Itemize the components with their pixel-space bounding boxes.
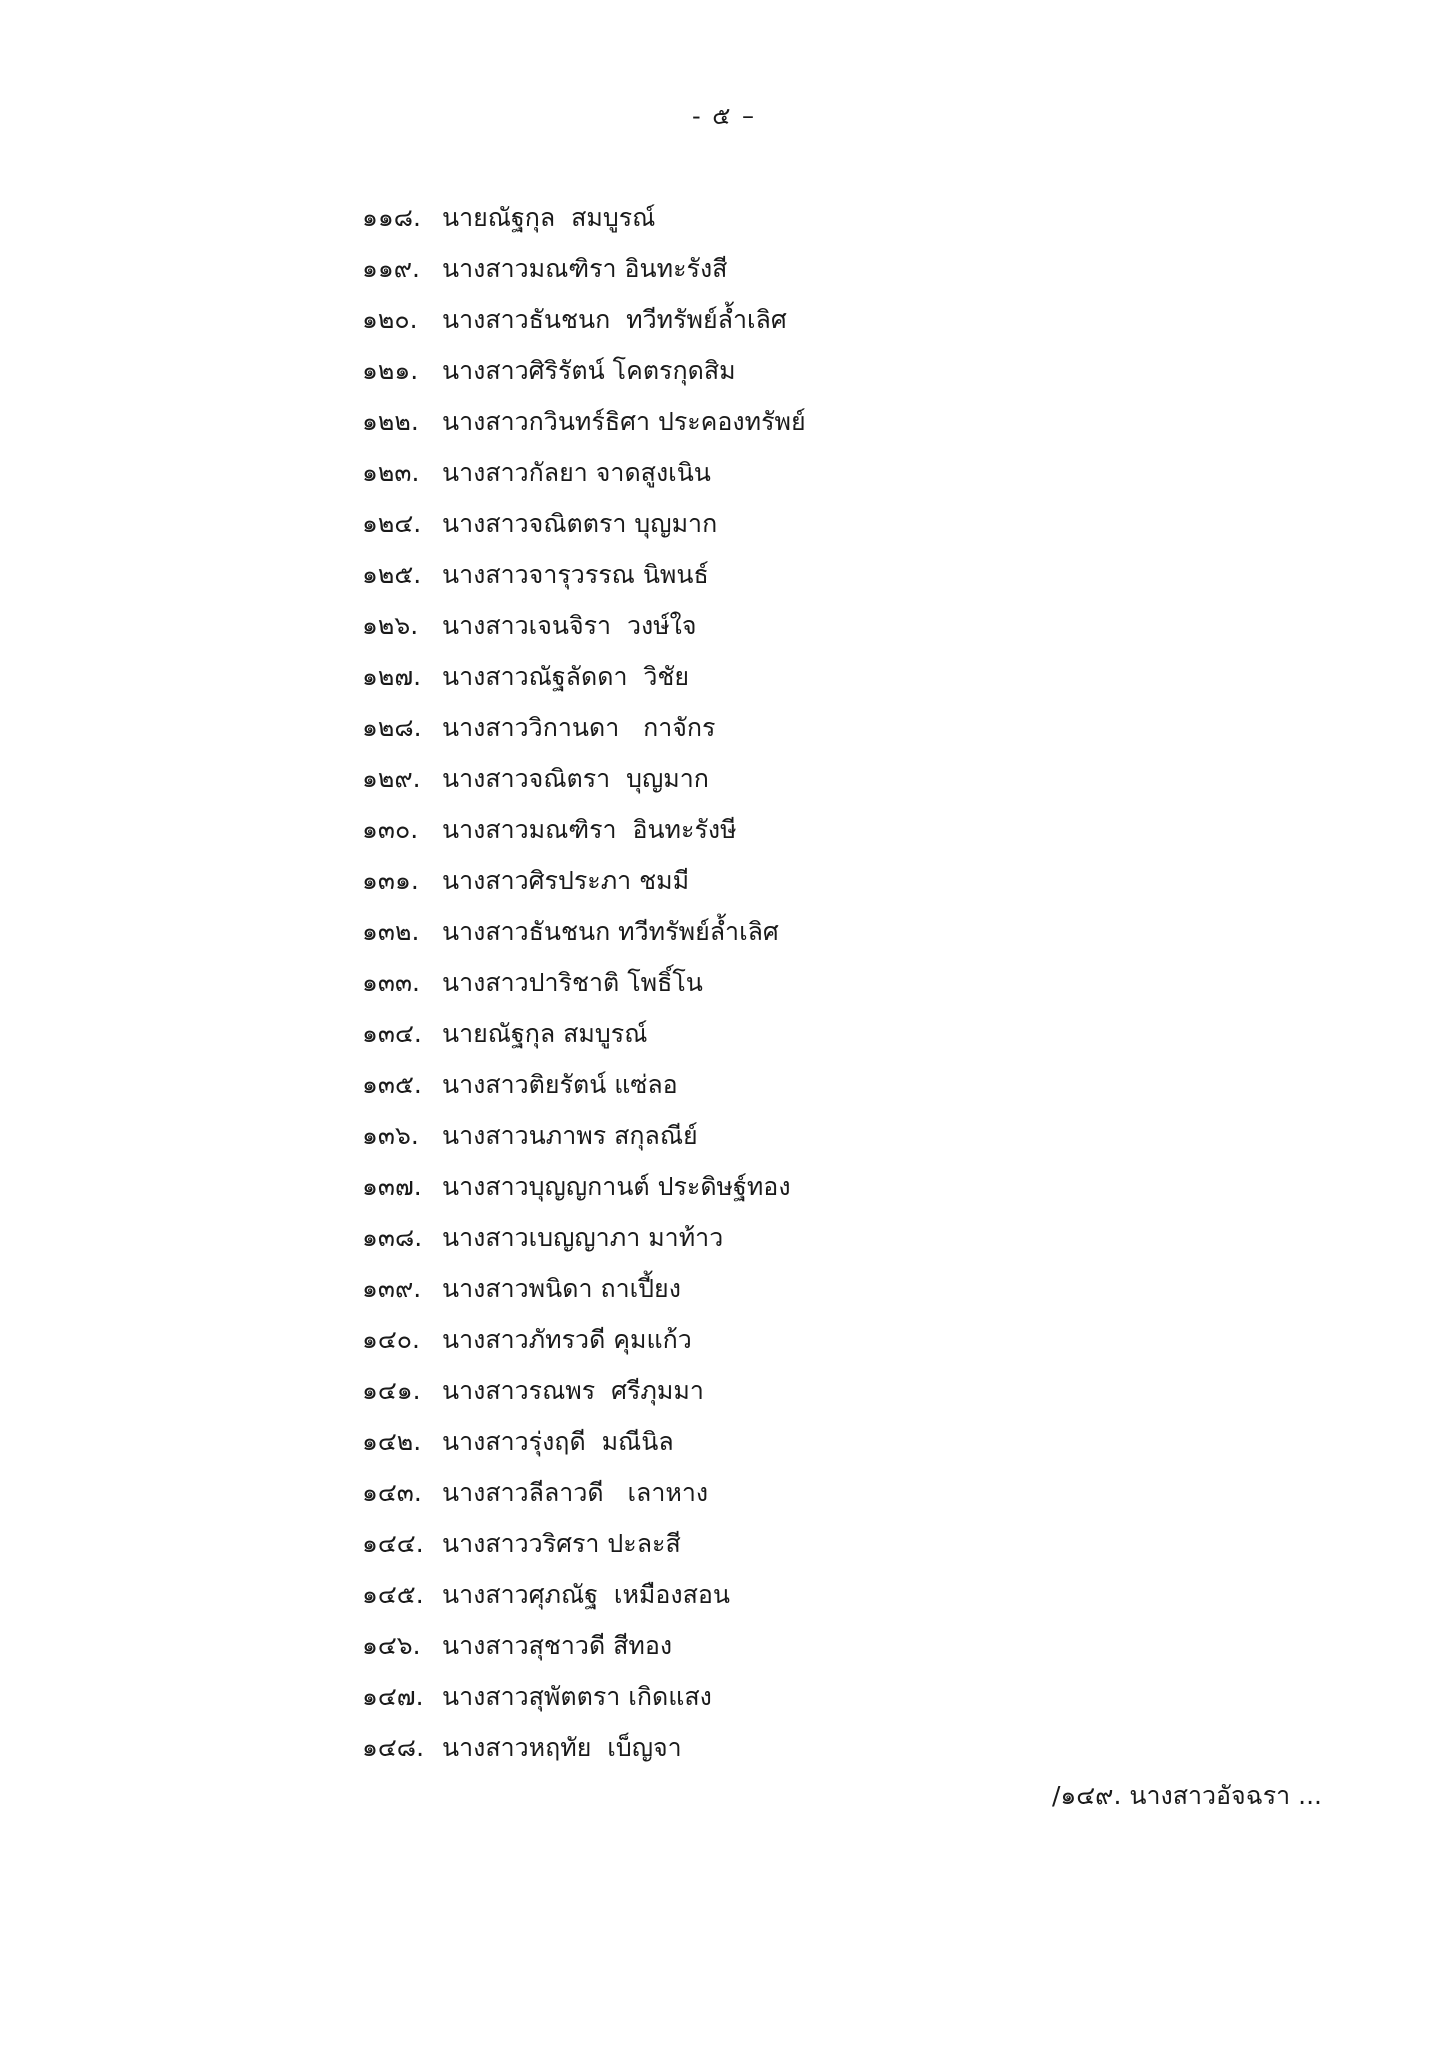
list-item xyxy=(362,1263,806,1314)
item-name: นางสาวลีลาวดี เลาหาง xyxy=(442,1477,709,1507)
item-name: นางสาวหฤทัย เบ็ญจา xyxy=(442,1732,682,1762)
item-number: ๑๒๔. xyxy=(362,508,422,538)
list-item xyxy=(362,294,806,345)
item-name: นางสาววิกานดา กาจักร xyxy=(442,712,716,742)
continuation-note: /๑๔๙. นางสาวอัจฉรา ... xyxy=(1051,1781,1322,1810)
item-name: นางสาวกัลยา จาดสูงเนิน xyxy=(442,457,711,487)
list-item xyxy=(362,651,806,702)
list-item xyxy=(362,702,806,753)
list-item xyxy=(362,1161,806,1212)
item-name: นางสาวศิริรัตน์ โคตรกุดสิม xyxy=(442,355,736,385)
item-name: นางสาวภัทรวดี คุมแก้ว xyxy=(442,1324,692,1354)
list-item xyxy=(362,600,806,651)
item-number: ๑๓๙. xyxy=(362,1273,422,1303)
item-number: ๑๓๓. xyxy=(362,967,420,997)
list-item xyxy=(362,1722,806,1773)
item-number: ๑๒๙. xyxy=(362,763,421,793)
name-list xyxy=(362,192,806,1773)
list-item xyxy=(362,753,806,804)
item-name: นางสาวนภาพร สกุลณีย์ xyxy=(442,1120,698,1150)
item-name: นางสาวมณฑิรา อินทะรังษี xyxy=(442,814,737,844)
list-item xyxy=(362,243,806,294)
item-name: นางสาวเจนจิรา วงษ์ใจ xyxy=(442,610,697,640)
item-name: นางสาวรณพร ศรีภุมมา xyxy=(442,1375,704,1405)
list-item xyxy=(362,1059,806,1110)
list-item xyxy=(362,1518,806,1569)
item-number: ๑๔๐. xyxy=(362,1324,420,1354)
list-item xyxy=(362,192,806,243)
list-item xyxy=(362,1110,806,1161)
item-name: นางสาวพนิดา ถาเปี้ยง xyxy=(442,1273,681,1303)
item-name: นางสาวบุญญกานต์ ประดิษฐ์ทอง xyxy=(442,1171,791,1201)
item-name: นางสาวรุ่งฤดี มณีนิล xyxy=(442,1426,674,1456)
item-number: ๑๓๑. xyxy=(362,865,419,895)
item-number: ๑๔๔. xyxy=(362,1528,424,1558)
item-number: ๑๓๖. xyxy=(362,1120,419,1150)
item-name: นางสาวสุพัตตรา เกิดแสง xyxy=(442,1681,712,1711)
item-number: ๑๔๒. xyxy=(362,1426,422,1456)
list-item xyxy=(362,855,806,906)
item-name: นายณัฐกุล สมบูรณ์ xyxy=(442,1018,648,1048)
item-name: นางสาวมณฑิรา อินทะรังสี xyxy=(442,253,728,283)
item-name: นางสาวธันชนก ทวีทรัพย์ล้ำเลิศ xyxy=(442,304,787,334)
list-item xyxy=(362,549,806,600)
item-name: นางสาวติยรัตน์ แซ่ลอ xyxy=(442,1069,678,1099)
list-item xyxy=(362,1671,806,1722)
list-item xyxy=(362,804,806,855)
list-item xyxy=(362,1620,806,1671)
item-number: ๑๔๕. xyxy=(362,1579,424,1609)
item-number: ๑๔๗. xyxy=(362,1681,424,1711)
item-number: ๑๔๖. xyxy=(362,1630,421,1660)
list-item xyxy=(362,1314,806,1365)
item-number: ๑๔๑. xyxy=(362,1375,421,1405)
list-item xyxy=(362,1212,806,1263)
item-number: ๑๓๘. xyxy=(362,1222,423,1252)
item-number: ๑๒๘. xyxy=(362,712,422,742)
item-number: ๑๓๗. xyxy=(362,1171,422,1201)
item-number: ๑๒๑. xyxy=(362,355,419,385)
item-name: นางสาวสุชาวดี สีทอง xyxy=(442,1630,673,1660)
list-item xyxy=(362,1365,806,1416)
list-item xyxy=(362,1467,806,1518)
list-item xyxy=(362,447,806,498)
item-number: ๑๓๐. xyxy=(362,814,419,844)
list-item xyxy=(362,1569,806,1620)
item-number: ๑๔๘. xyxy=(362,1732,425,1762)
item-name: นางสาวจารุวรรณ นิพนธ์ xyxy=(442,559,709,589)
list-item xyxy=(362,906,806,957)
list-item xyxy=(362,1416,806,1467)
item-number: ๑๒๖. xyxy=(362,610,419,640)
item-number: ๑๒๗. xyxy=(362,661,422,691)
item-number: ๑๔๓. xyxy=(362,1477,422,1507)
item-name: นางสาวธันชนก ทวีทรัพย์ล้ำเลิศ xyxy=(442,916,779,946)
item-name: นางสาวจณิตตรา บุญมาก xyxy=(442,508,718,538)
item-number: ๑๑๙. xyxy=(362,253,420,283)
item-number: ๑๓๒. xyxy=(362,916,420,946)
item-name: นางสาวศิรประภา ชมมี xyxy=(442,865,690,895)
item-name: นางสาวณัฐลัดดา วิชัย xyxy=(442,661,690,691)
item-name: นางสาวปาริชาติ โพธิ์โน xyxy=(442,967,703,997)
page-number: - ๕ – xyxy=(691,102,757,130)
item-name: นางสาวจณิตรา บุญมาก xyxy=(442,763,709,793)
list-item xyxy=(362,345,806,396)
item-number: ๑๒๕. xyxy=(362,559,422,589)
list-item xyxy=(362,1008,806,1059)
item-name: นางสาวศุภณัฐ เหมืองสอน xyxy=(442,1579,730,1609)
item-name: นายณัฐกุล สมบูรณ์ xyxy=(442,202,656,232)
item-number: ๑๒๓. xyxy=(362,457,420,487)
item-number: ๑๑๘. xyxy=(362,202,421,232)
item-name: นางสาวเบญญาภา มาท้าว xyxy=(442,1222,724,1252)
item-number: ๑๓๕. xyxy=(362,1069,422,1099)
list-item xyxy=(362,498,806,549)
item-number: ๑๒๐. xyxy=(362,304,418,334)
item-number: ๑๓๔. xyxy=(362,1018,422,1048)
list-item xyxy=(362,396,806,447)
list-item xyxy=(362,957,806,1008)
item-number: ๑๒๒. xyxy=(362,406,419,436)
item-name: นางสาวกวินทร์ธิศา ประคองทรัพย์ xyxy=(442,406,806,436)
item-name: นางสาววริศรา ปะละสี xyxy=(442,1528,681,1558)
